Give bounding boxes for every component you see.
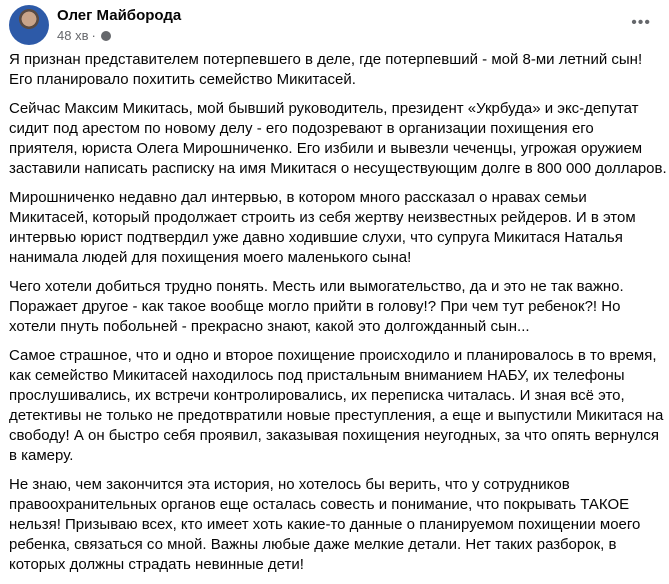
post-text-line: в камеру.	[9, 447, 74, 464]
globe-icon	[101, 31, 111, 41]
post-paragraph	[9, 188, 664, 268]
post-text-line: Мирошниченко недавно дал интервью, в котором много рассказал о нравах семьи	[9, 189, 587, 206]
more-options-icon[interactable]: •••	[631, 14, 651, 31]
post-text-line: Сейчас Максим Микитась, мой бывший руководитель, президент «Укрбуда» и экс-депутат	[9, 100, 639, 117]
post-text-line: хотели пнуть побольней - прекрасно знают, какой это долгожданный сын...	[9, 318, 530, 335]
post-text-line: нанимала людей для похищения моего маленького сына!	[9, 249, 412, 266]
meta-separator: ·	[91, 28, 96, 43]
post-text-line: детективы не только не предотвратили новые преступления, а еще и выпустили Микитася на	[9, 407, 664, 424]
post-text-line: Не знаю, чем закончится эта история, но хотелось бы верить, что у сотрудников	[9, 476, 570, 493]
author-name[interactable]: Олег Майборода	[57, 7, 182, 24]
post-time[interactable]: 48 хв	[57, 28, 89, 43]
post-text-line: Чего хотели добиться трудно понять. Месть или вымогательство, да и это не так важно.	[9, 278, 624, 295]
post-paragraph	[9, 277, 664, 337]
post-text-line: Самое страшное, что и одно и второе похищение происходило и планировалось в то время,	[9, 347, 657, 364]
post-paragraph	[9, 346, 664, 466]
post-text-line: свободу! А он быстро себя проявил, заказывая похищения неугодных, за что опять вернулся	[9, 427, 659, 444]
post-text-line: правоохранительных органов еще осталась совесть и понимание, что покрывать ТАКОЕ	[9, 496, 630, 513]
post-text-line: Я признан представителем потерпевшего в деле, где потерпевший - мой 8-ми летний сын!	[9, 51, 643, 68]
post-text-line: интервью юрист подтвердил уже давно ходившие слухи, что супруга Микитася Наталья	[9, 229, 623, 246]
post-meta	[57, 28, 111, 43]
post-paragraph	[9, 50, 664, 90]
author-avatar[interactable]	[9, 5, 49, 45]
post-text-line: нельзя! Призываю всех, кто имеет хоть какие-то данные о планируемом похищении моего	[9, 516, 641, 533]
post-text-line: Микитасей, который продолжает строить из себя жертву неизвестных рейдеров. И в этом	[9, 209, 636, 226]
post-text-line: которых должны страдать невинные дети!	[9, 556, 304, 573]
post-text-line: как семейство Микитасей находилось под пристальным вниманием НАБУ, их телефоны	[9, 367, 625, 384]
post-text-line: прослушивались, их встречи контролировались, их переписка читалась. И зная всё это,	[9, 387, 625, 404]
post-paragraph	[9, 99, 667, 179]
post-text-line: приятеля, юриста Олега Мирошниченко. Его избили и вывезли чеченцы, угрожая оружием	[9, 140, 643, 157]
post-paragraph	[9, 475, 664, 575]
post-text-line: сидит под арестом по новому делу - его подозревают в организации похищения его	[9, 120, 594, 137]
post-text	[9, 50, 667, 584]
post-text-line: Его планировало похитить семейство Микитасей.	[9, 71, 356, 88]
post-text-line: заставили написать расписку на имя Микитася о несуществующим долге в 800 000 долларов.	[9, 160, 667, 177]
post-text-line: ребенка, связаться со мной. Важны любые даже мелкие детали. Нет таких разборок, в	[9, 536, 617, 553]
post-text-line: Поражает другое - как такое вообще могло прийти в голову!? При чем тут ребенок?! Но	[9, 298, 621, 315]
